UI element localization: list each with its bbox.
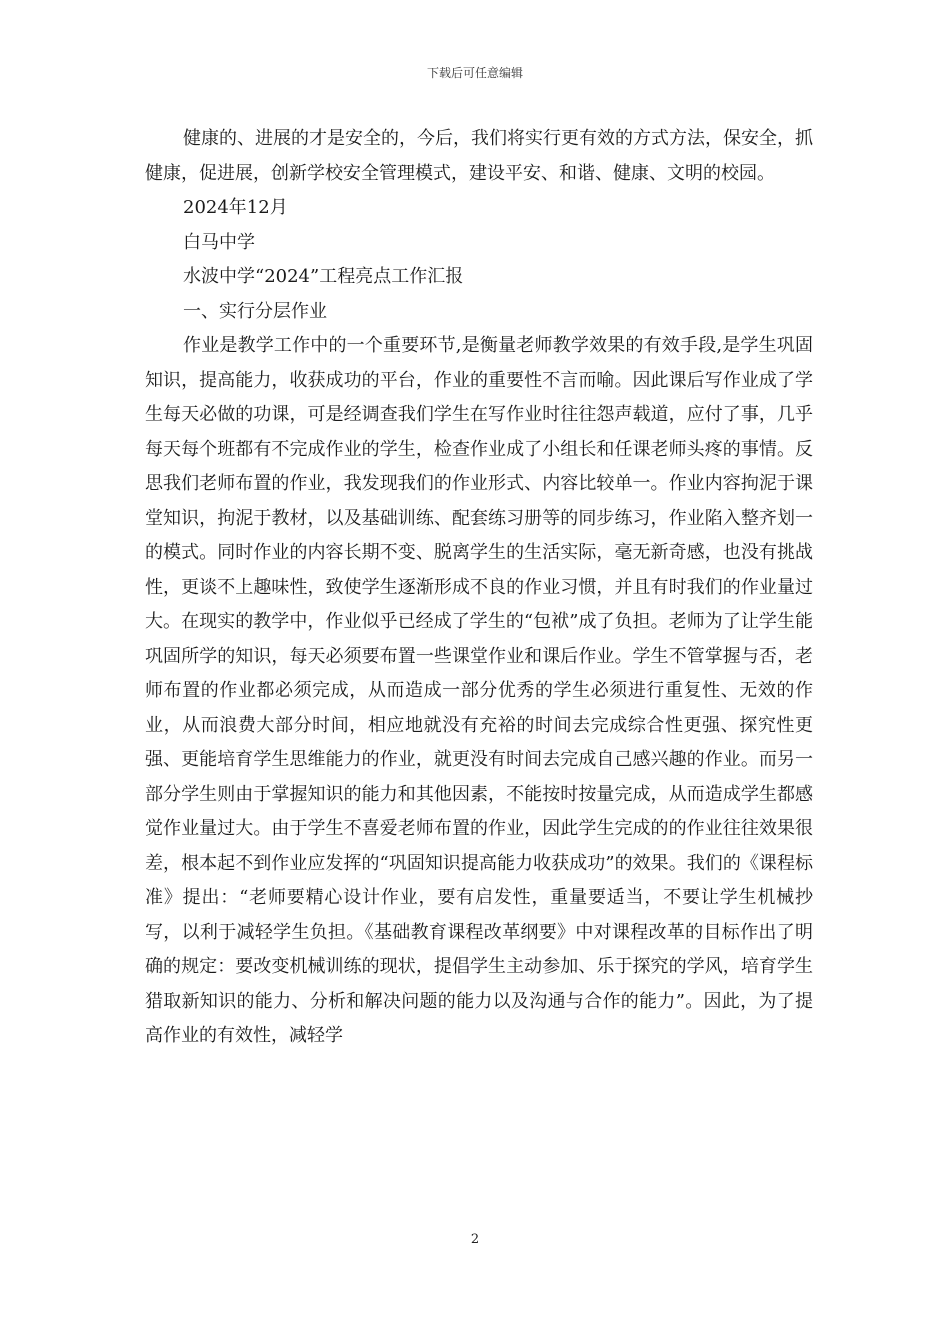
section-heading-1: 一、实行分层作业 — [183, 300, 327, 322]
date-line: 2024年12月 — [183, 197, 288, 218]
report-title: 水波中学“2024”工程亮点工作汇报 — [183, 266, 464, 287]
page-header: 下载后可任意编辑 — [426, 66, 523, 80]
page-number: 2 — [470, 1232, 480, 1247]
school-name: 白马中学 — [183, 231, 255, 253]
document-body — [145, 122, 813, 1054]
paragraph-safety-conclusion: 健康的、进展的才是安全的，今后，我们将实行更有效的方式方法，保安全，抓健康，促进展，创新学校安全管理模式，建设平安、和谐、健康、文明的校园。 — [145, 128, 813, 184]
paragraph-homework: 作业是教学工作中的一个重要环节,是衡量老师教学效果的有效手段,是学生巩固知识，提高能力，收获成功的平台，作业的重要性不言而喻。因此课后写作业成了学生每天必做的功课，可是经调查我们学生在写作业时往往怨声载道，应付了事，几乎每天每个班都有不完成作业的学生，检查作业成了小组长和任课老师头疼的事情。反思我们老师布置的作业，我发现我们的作业形式、内容比较单一。作业内容拘泥于课堂知识，拘泥于教材，以及基础训练、配套练习册等的同步练习，作业陷入整齐划一的模式。同时作业的内容长期不变、脱离学生的生活实际，毫无新奇感，也没有挑战性，更谈不上趣味性，致使学生逐渐形成不良的作业习惯，并且有时我们的作业量过大。在现实的教学中，作业似乎已经成了学生的“包袱”成了负担。老师为了让学生能巩固所学的知识，每天必须要布置一些课堂作业和课后作业。学生不管掌握与否，老师布置的作业都必须完成，从而造成一部分优秀的学生必须进行重复性、无效的作业，从而浪费大部分时间，相应地就没有充裕的时间去完成综合性更强、探究性更强、更能培育学生思维能力的作业，就更没有时间去完成自己感兴趣的作业。而另一部分学生则由于掌握知识的能力和其他因素，不能按时按量完成，从而造成学生都感觉作业量过大。由于学生不喜爱老师布置的作业，因此学生完成的的作业往往效果很差，根本起不到作业应发挥的“巩固知识提高能力收获成功”的效果。我们的《课程标准》提出：“老师要精心设计作业，要有启发性，重量要适当，不要让学生机械抄写，以利于减轻学生负担。《基础教育课程改革纲要》中对课程改革的目标作出了明确的规定：要改变机械训练的现状，提倡学生主动参加、乐于探究的学风，培育学生猎取新知识的能力、分析和解决问题的能力以及沟通与合作的能力”。因此，为了提高作业的有效性，减轻学 — [145, 335, 813, 1046]
